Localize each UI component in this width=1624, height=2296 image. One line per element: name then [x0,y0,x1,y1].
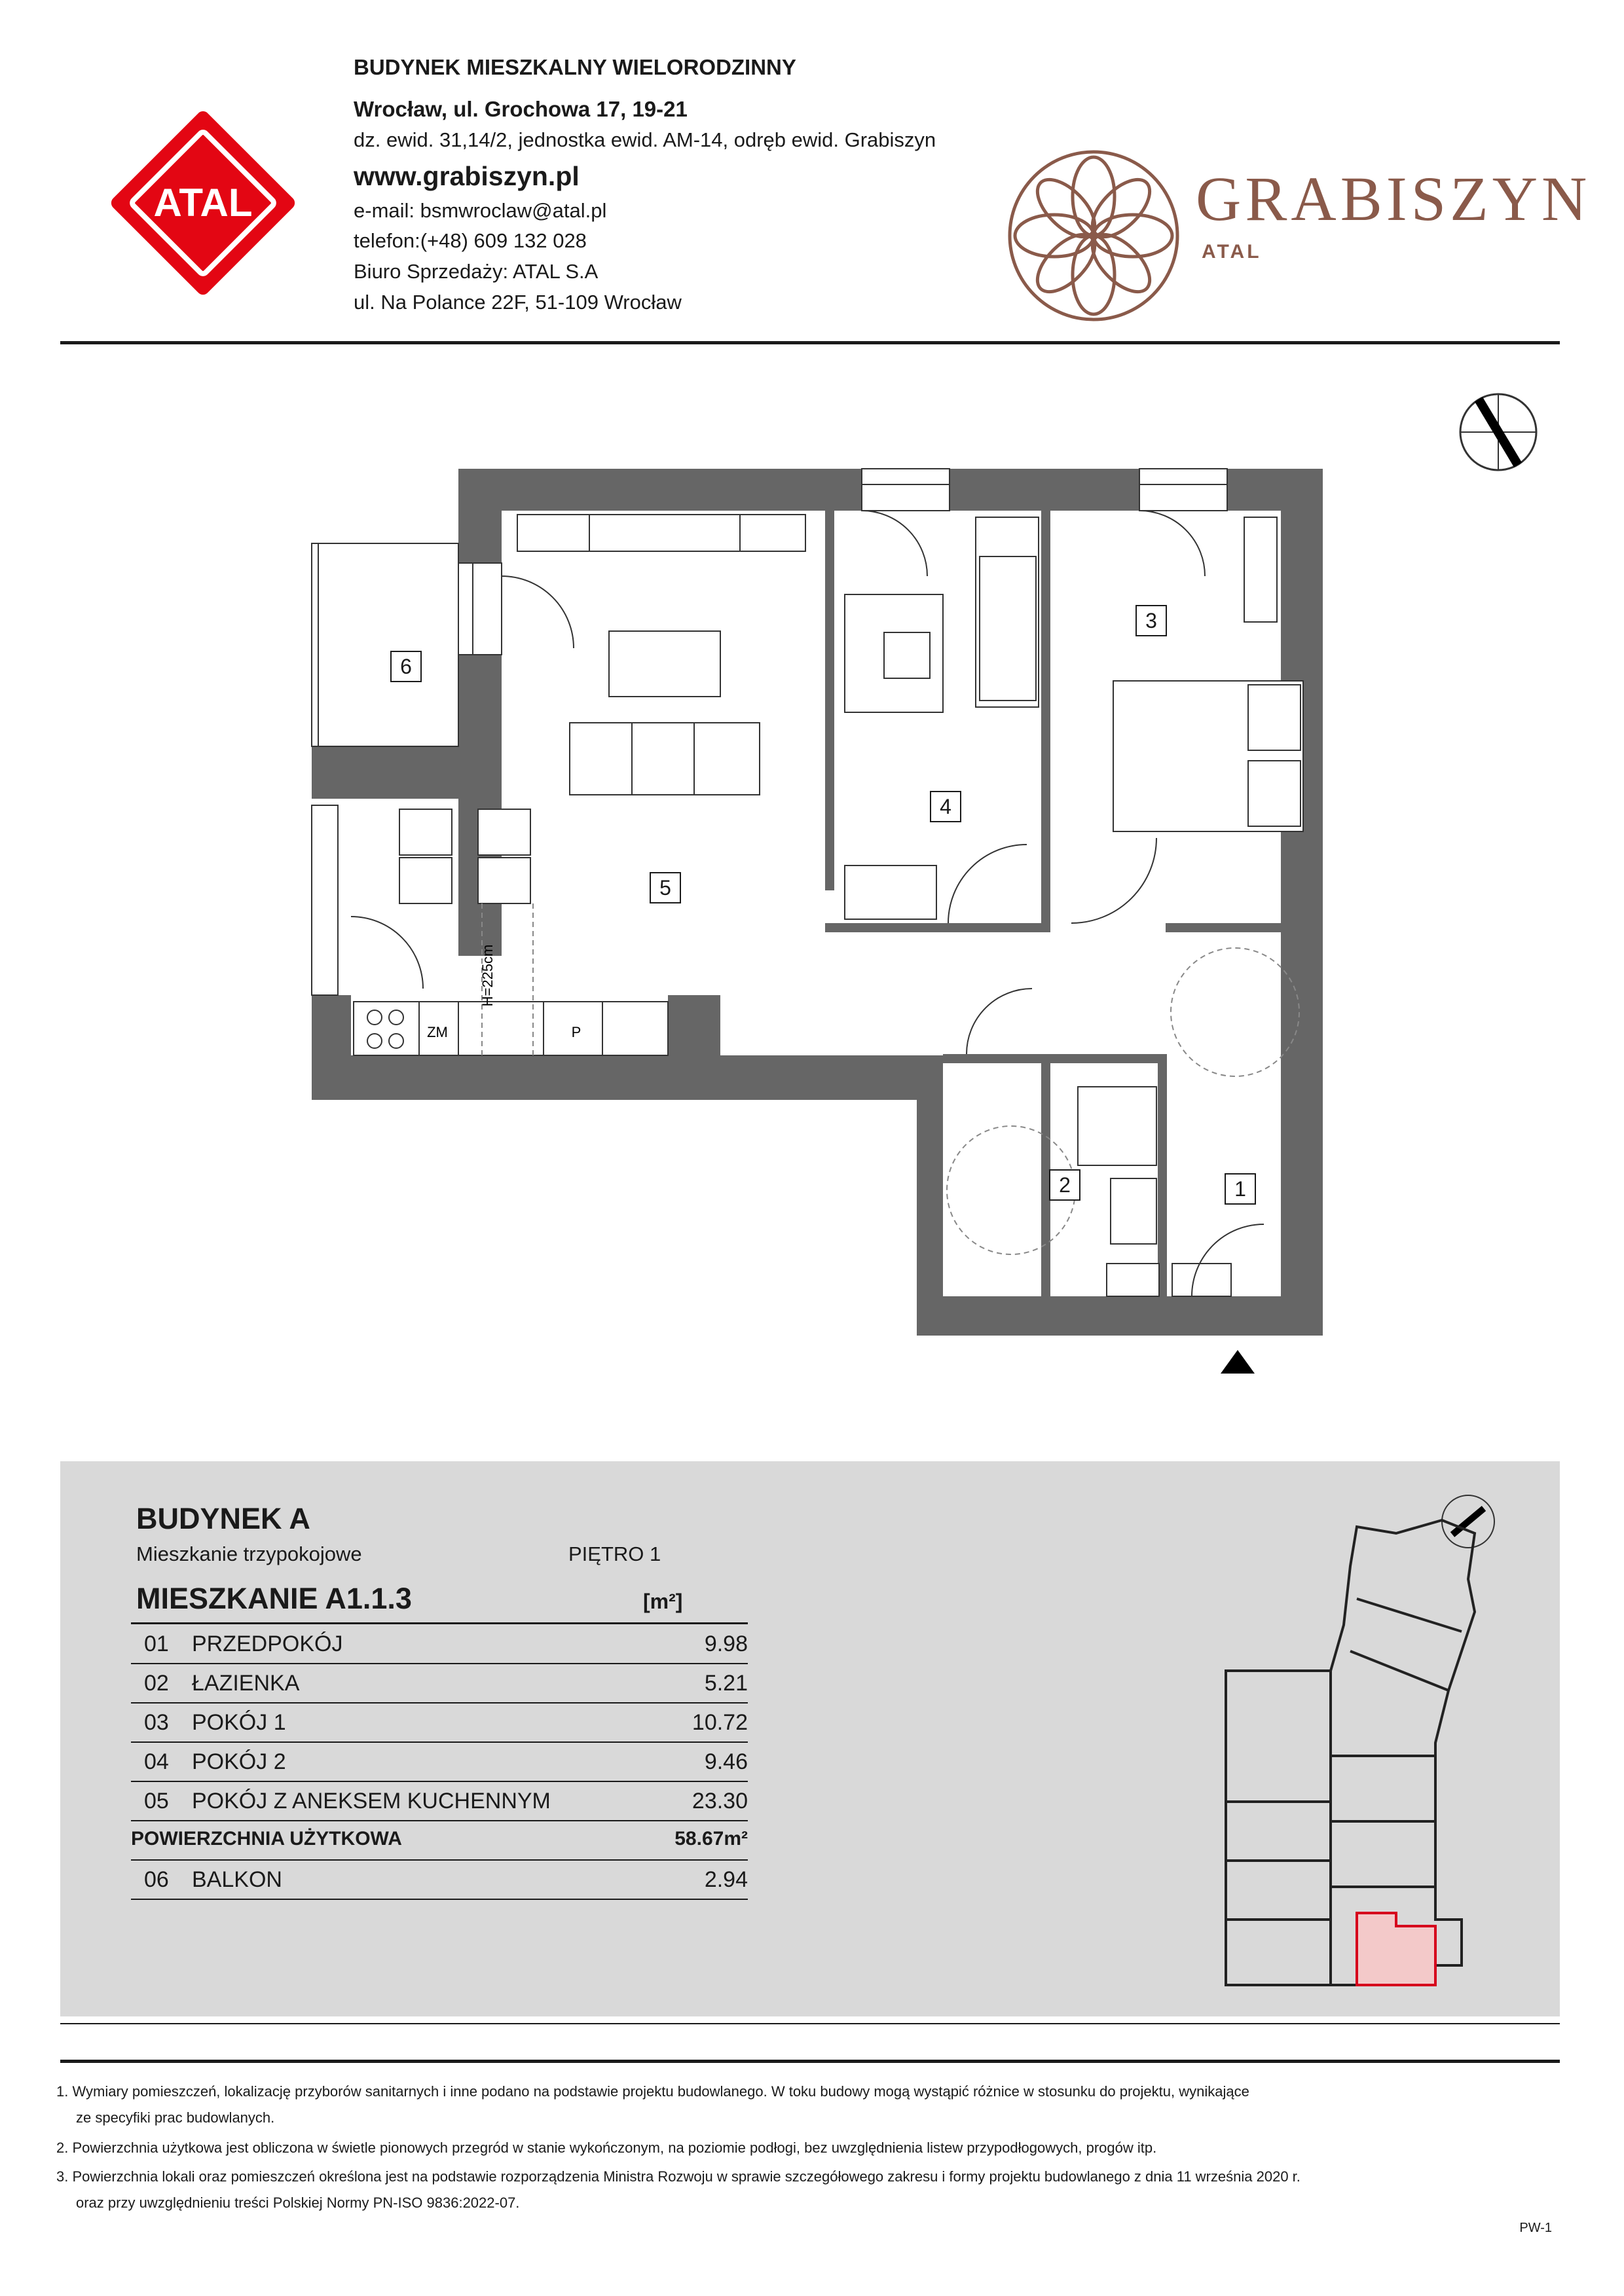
apartment-type: Mieszkanie trzypokojowe [136,1542,362,1565]
key-plan [1160,1494,1501,1992]
table-top-rule [131,1622,748,1624]
header-divider [60,341,1560,344]
page-code: PW-1 [1519,2221,1552,2235]
header-phone: telefon:(+48) 609 132 028 [354,229,587,252]
room-label-3: 3 [1135,605,1167,636]
entrance-arrow-icon [1221,1350,1255,1374]
apartment-number: MIESZKANIE A1.1.3 [136,1582,412,1615]
room-name: POKÓJ Z ANEKSEM KUCHENNYM [192,1789,551,1813]
key-plan-north-icon [1442,1495,1494,1548]
apartment-highlight [1357,1913,1435,1985]
note-2: 2. Powierzchnia użytkowa jest obliczona w świetle pionowych przegród w stanie wykończonym, na poziomie podłogi, bez uwzględnienia listew przypodłogowych, progów itp. [56,2140,1157,2156]
room-area: 10.72 [692,1710,748,1735]
panel-bottom-rule [60,2023,1560,2024]
total-value: 58.67m² [674,1828,748,1850]
grabiszyn-emblem-icon [1002,144,1185,327]
room-area: 5.21 [704,1671,748,1696]
room-label-6: 6 [390,651,422,682]
room-label-1: 1 [1225,1173,1256,1205]
atal-logo-text: ATAL [153,181,253,225]
brand-sub: ATAL [1202,241,1262,263]
room-row [131,1743,748,1782]
room-label-2: 2 [1049,1169,1080,1201]
room-num: 04 [144,1749,169,1774]
room-area: 9.46 [704,1749,748,1774]
fixture-zm: ZM [427,1024,448,1040]
room-name: PRZEDPOKÓJ [192,1631,343,1656]
header-email[interactable]: e-mail: bsmwroclaw@atal.pl [354,199,607,222]
room-label-5: 5 [650,872,681,903]
note-3-cont: oraz przy uwzględnieniu treści Polskiej Normy PN-ISO 9836:2022-07. [76,2195,520,2211]
room-name: POKÓJ 1 [192,1710,286,1735]
room-name: POKÓJ 2 [192,1749,286,1774]
total-row [131,1821,748,1861]
header-office-address: ul. Na Polance 22F, 51-109 Wrocław [354,291,682,314]
room-num: 01 [144,1631,169,1656]
footer-divider [60,2060,1560,2063]
room-label-4: 4 [930,791,961,822]
header-website[interactable]: www.grabiszyn.pl [354,161,580,191]
room-row [131,1704,748,1743]
room-num: 02 [144,1671,169,1696]
height-note: H=225cm [479,944,496,1007]
room-row [131,1625,748,1664]
room-area: 9.98 [704,1631,748,1656]
note-1-cont: ze specyfiki prac budowlanych. [76,2109,275,2126]
header-office: Biuro Sprzedaży: ATAL S.A [354,260,599,283]
room-row [131,1664,748,1704]
header-address: Wrocław, ul. Grochowa 17, 19-21 [354,97,688,121]
room-row [131,1782,748,1821]
room-area: 23.30 [692,1789,748,1813]
info-panel [60,1461,1560,2016]
fixture-p: P [571,1024,581,1040]
brand-name: GRABISZYN [1196,164,1591,234]
balcony-num: 06 [144,1867,169,1892]
header-title: BUDYNEK MIESZKALNY WIELORODZINNY [354,55,796,79]
floor-label: PIĘTRO 1 [568,1542,661,1565]
balcony-row [131,1861,748,1900]
north-arrow-icon [1460,394,1536,470]
unit-label: [m²] [643,1590,683,1613]
note-1: 1. Wymiary pomieszczeń, lokalizację przyborów sanitarnych i inne podano na podstawie projektu budowlanego. W toku budowy mogą wystąpić różnice w stosunku do projektu, wynikające [56,2083,1249,2100]
balcony-name: BALKON [192,1867,282,1892]
room-num: 05 [144,1789,169,1813]
total-label: POWIERZCHNIA UŻYTKOWA [131,1828,402,1850]
room-num: 03 [144,1710,169,1735]
note-3: 3. Powierzchnia lokali oraz pomieszczeń określona jest na podstawie rozporządzenia Ministra Rozwoju w sprawie szczegółowego zakresu i formy projektu budowlanego z dnia 11 września 2020 r. [56,2168,1301,2185]
floor-plan [0,367,1624,1414]
building-name: BUDYNEK A [136,1502,310,1535]
atal-logo [98,98,308,308]
balcony-area: 2.94 [704,1867,748,1892]
room-name: ŁAZIENKA [192,1671,300,1696]
header-parcel: dz. ewid. 31,14/2, jednostka ewid. AM-14, odręb ewid. Grabiszyn [354,128,936,151]
